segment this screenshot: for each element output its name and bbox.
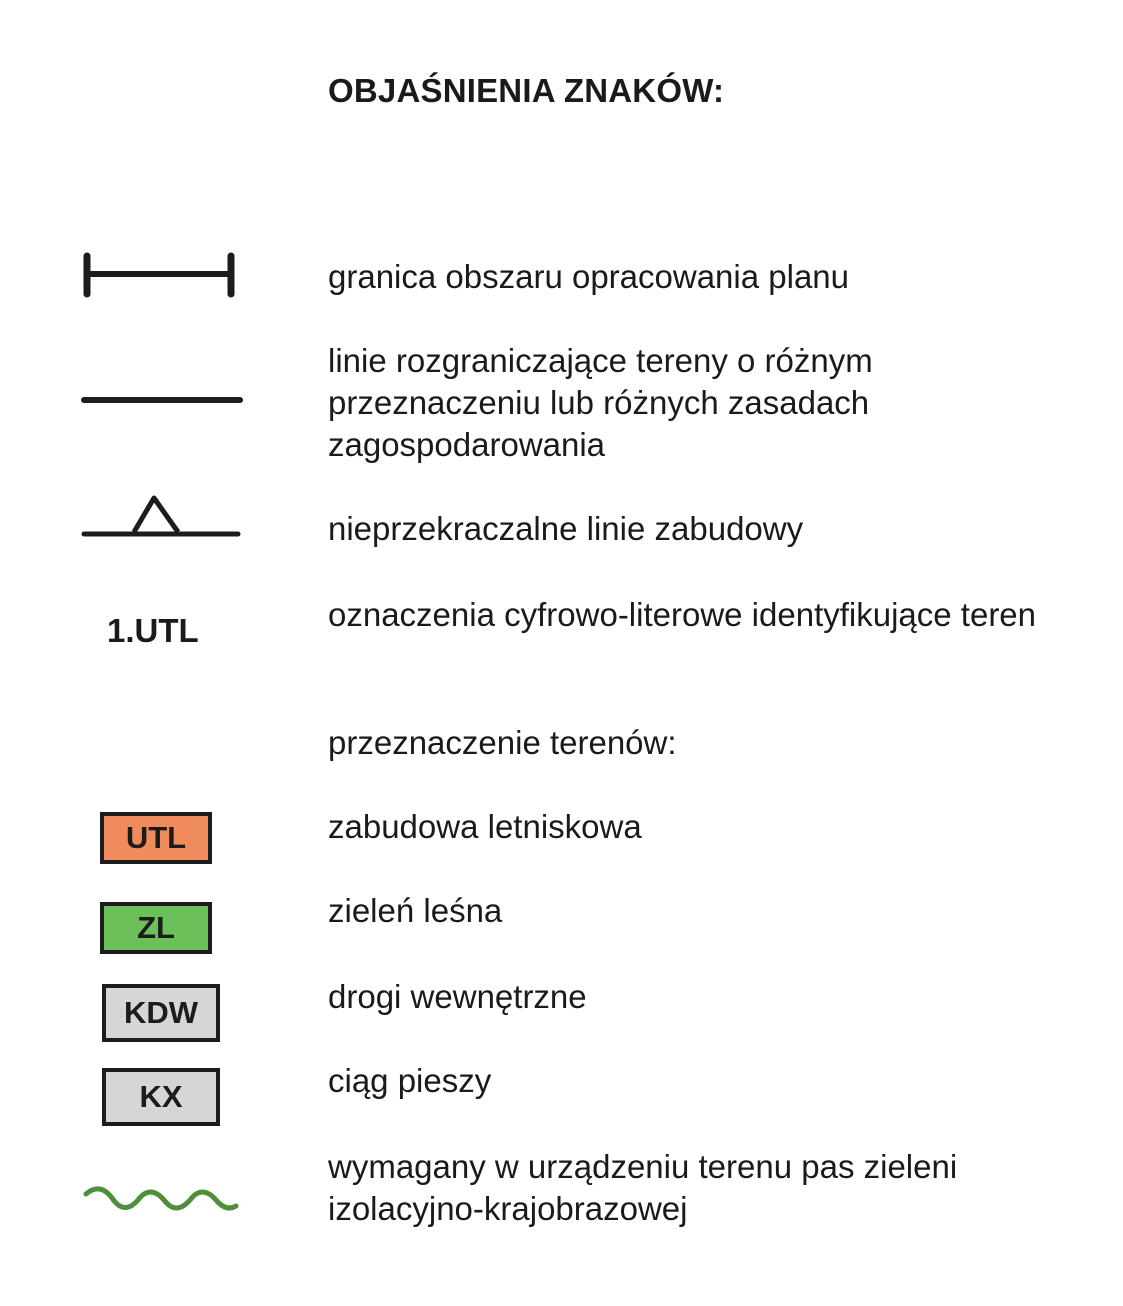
kx-swatch: KX: [102, 1068, 220, 1126]
legend-label-utl: zabudowa letniskowa: [328, 808, 642, 845]
building-line-icon: [80, 488, 244, 544]
green-belt-wave-icon: [82, 1180, 242, 1224]
legend-label-kx: ciąg pieszy: [328, 1062, 492, 1099]
utl-swatch: UTL: [100, 812, 212, 864]
legend-title: OBJAŚNIENIA ZNAKÓW:: [328, 72, 725, 109]
legend-label-building-line: nieprzekraczalne linie zabudowy: [328, 510, 804, 547]
legend-label-boundary: granica obszaru opracowania planu: [328, 258, 850, 295]
land-use-heading: przeznaczenie terenów:: [328, 724, 677, 761]
dividing-line-icon: [80, 390, 244, 410]
legend-label-code: oznaczenia cyfrowo-literowe identyfikujące teren: [328, 596, 1037, 633]
legend-label-zl: zieleń leśna: [328, 892, 503, 929]
legend-label-dividing: linie rozgraniczające tereny o różnym przeznaczeniu lub różnych zasadach zagospodarowania: [328, 342, 873, 463]
zl-swatch: ZL: [100, 902, 212, 954]
code-example-label: 1.UTL: [107, 612, 199, 649]
boundary-line-icon: [80, 250, 244, 300]
kdw-swatch: KDW: [102, 984, 220, 1042]
legend-label-green-belt: wymagany w urządzeniu terenu pas zieleni izolacyjno-krajobrazowej: [328, 1148, 958, 1227]
legend-label-kdw: drogi wewnętrzne: [328, 978, 587, 1015]
